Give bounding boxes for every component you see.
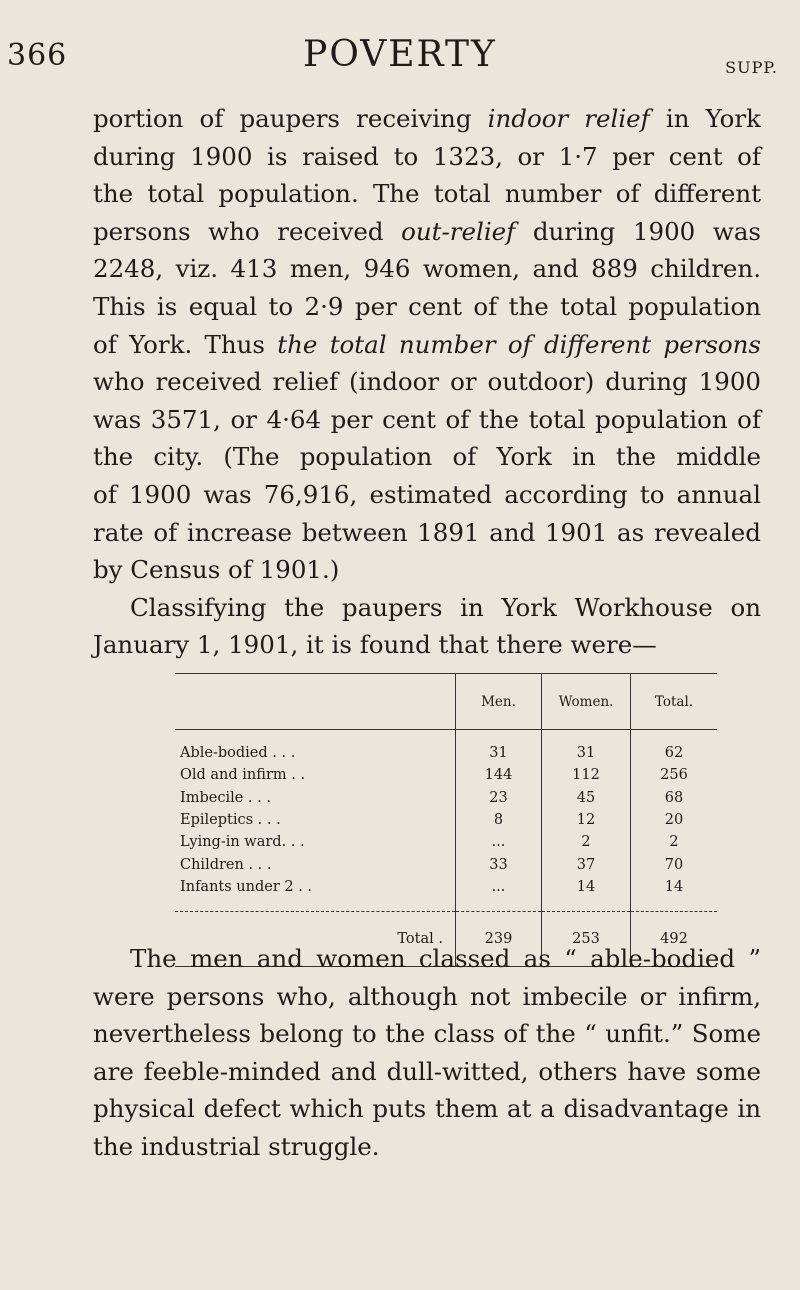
text-run: during 1900 is raised to 1323, or 1·7 per cent of (93, 141, 761, 171)
text-line (93, 1128, 761, 1166)
text-line (93, 288, 761, 326)
text-line (93, 978, 761, 1016)
row-label: Old and infirm . . (180, 767, 306, 784)
header-blank-cell (175, 674, 456, 730)
text-run: who received relief (indoor or outdoor) during 1900 (93, 367, 761, 397)
text-line (93, 100, 761, 138)
cell-women: 12 (542, 809, 631, 831)
text-run: This is equal to 2·9 per cent of the total population (93, 291, 761, 321)
text-line (93, 250, 761, 288)
total-total: 492 (631, 912, 718, 967)
text-line (93, 175, 761, 213)
text-line (93, 363, 761, 401)
header-women: Women. (542, 674, 631, 730)
text-run: were persons who, although not imbecile or infirm, (93, 981, 761, 1011)
text-run: physical defect which puts them at a disadvantage in (93, 1094, 761, 1124)
text-run: The men and women classed as “ able-bodied ” (130, 944, 761, 973)
text-run: are feeble-minded and dull-witted, others have some (93, 1056, 761, 1086)
text-line (93, 589, 761, 627)
header-men: Men. (456, 674, 542, 730)
text-run: was 3571, or 4·64 per cent of the total population of (93, 404, 761, 434)
row-label: Lying-in ward. . . (180, 834, 305, 851)
italic-text-run: indoor relief (487, 104, 650, 133)
cell-women: 14 (542, 876, 631, 912)
text-run: portion of paupers receiving (93, 104, 488, 133)
text-line (93, 514, 761, 552)
running-title: POVERTY (303, 34, 497, 75)
cell-men: 23 (456, 787, 542, 809)
cell-men: 33 (456, 853, 542, 875)
cell-total: 62 (631, 730, 718, 765)
cell-total: 256 (631, 764, 718, 786)
cell-total: 68 (631, 787, 718, 809)
cell-total: 20 (631, 809, 718, 831)
text-line (93, 138, 761, 176)
total-women: 253 (542, 912, 631, 967)
text-run: persons who received (93, 216, 402, 246)
italic-text-run: out-relief (401, 216, 516, 246)
table-row (175, 809, 717, 831)
text-run: by Census of 1901.) (93, 555, 340, 585)
text-run: of 1900 was 76,916, estimated according to annual (93, 479, 761, 509)
table-row (175, 831, 717, 853)
cell-men: ... (456, 831, 542, 853)
row-label: Able-bodied . . . (180, 745, 296, 762)
text-run: the industrial struggle. (93, 1131, 380, 1161)
table-header-row (175, 674, 717, 730)
paragraph-1 (93, 100, 761, 664)
table-row (175, 730, 717, 765)
paragraph-2 (93, 940, 761, 1166)
table-body (175, 730, 717, 912)
text-run: rate of increase between 1891 and 1901 as revealed (93, 517, 761, 547)
row-label: Epileptics . . . (180, 812, 281, 829)
text-run: the city. (The population of York in the middle (93, 442, 761, 472)
table-row (175, 764, 717, 786)
text-line (93, 1053, 761, 1091)
text-run: Classifying the paupers in York Workhouse on (130, 592, 761, 622)
table-row (175, 876, 717, 912)
text-run: the total population. The total number of different (93, 179, 761, 209)
row-label: Infants under 2 . . (180, 878, 313, 895)
cell-women: 37 (542, 853, 631, 875)
cell-women: 2 (542, 831, 631, 853)
table-row (175, 787, 717, 809)
cell-total: 14 (631, 876, 718, 912)
page-number: 366 (7, 38, 68, 73)
cell-women: 45 (542, 787, 631, 809)
cell-total: 2 (631, 831, 718, 853)
text-run: January 1, 1901, it is found that there were— (93, 630, 657, 660)
text-run: in York (649, 104, 761, 133)
cell-men: 8 (456, 809, 542, 831)
cell-women: 31 (542, 730, 631, 765)
cell-men: 144 (456, 764, 542, 786)
text-run: 2248, viz. 413 men, 946 women, and 889 children. (93, 254, 761, 284)
paupers-table (175, 673, 717, 967)
text-run: during 1900 was (515, 216, 761, 246)
cell-men: 31 (456, 730, 542, 765)
row-label: Children . . . (180, 856, 272, 873)
cell-women: 112 (542, 764, 631, 786)
text-line (93, 438, 761, 476)
text-line (93, 626, 761, 664)
cell-men: ... (456, 876, 542, 912)
total-label: Total . (175, 912, 456, 967)
total-men: 239 (456, 912, 542, 967)
text-run: nevertheless belong to the class of the “ unfit.” Some (93, 1019, 761, 1049)
text-line (93, 1090, 761, 1128)
page-header (0, 32, 800, 78)
section-tag: SUPP. (725, 58, 778, 77)
text-line (93, 551, 761, 589)
header-total: Total. (631, 674, 718, 730)
text-line (93, 1015, 761, 1053)
text-line (93, 326, 761, 364)
row-label: Imbecile . . . (180, 789, 271, 806)
text-run: of York. Thus (93, 329, 278, 359)
text-line (93, 401, 761, 439)
text-line (93, 213, 761, 251)
cell-total: 70 (631, 853, 718, 875)
table-row (175, 853, 717, 875)
text-line (93, 476, 761, 514)
text-line (93, 940, 761, 978)
italic-text-run: the total number of different persons (277, 329, 762, 359)
